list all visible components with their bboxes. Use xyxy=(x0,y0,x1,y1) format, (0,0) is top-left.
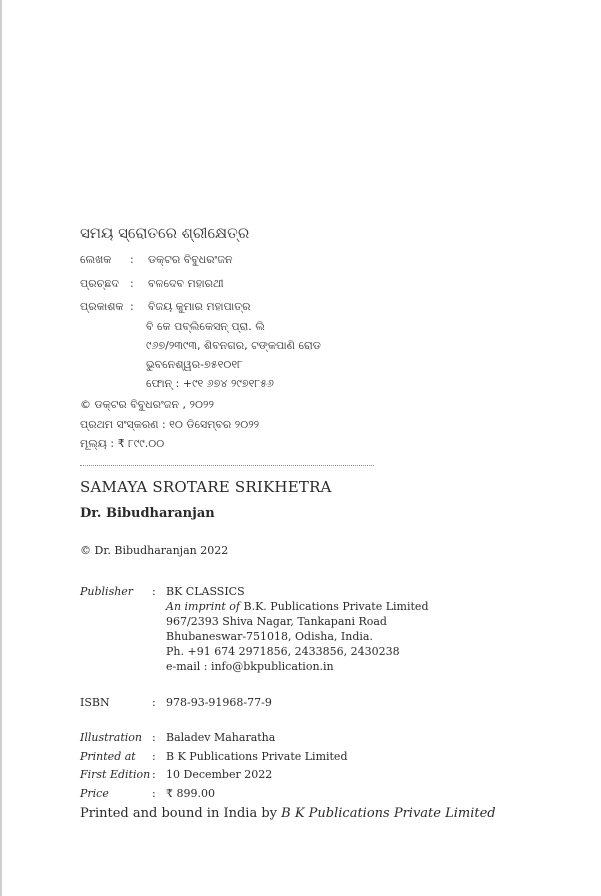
colon: : xyxy=(152,585,156,598)
odia-author-row xyxy=(80,253,233,267)
odia-publisher-line: ଫୋନ୍ : +୯୧ ୬୭୪ ୨୯୭୧୮୫୬ xyxy=(146,377,274,390)
odia-publisher-row xyxy=(80,300,250,314)
odia-cover-row xyxy=(80,277,224,291)
isbn-row xyxy=(80,696,272,710)
colon: : xyxy=(152,696,156,709)
odia-price: ମୂଲ୍ୟ : ₹ ୮୯୯.୦୦ xyxy=(80,437,165,450)
colon: : xyxy=(130,253,134,266)
colon: : xyxy=(152,787,156,800)
colon: : xyxy=(130,277,134,290)
colon: : xyxy=(152,768,156,781)
odia-copyright: © ଡକ୍ଟର ବିବୁଧରଂଜନ , ୨୦୨୨ xyxy=(80,398,214,411)
page-edge-line xyxy=(0,0,2,896)
printed-at-label: Printed at xyxy=(80,750,136,763)
edition-value: 10 December 2022 xyxy=(166,768,273,781)
address-line: Ph. +91 674 2971856, 2433856, 2430238 xyxy=(166,645,400,658)
imprint-line xyxy=(166,600,428,614)
english-author: Dr. Bibudharanjan xyxy=(80,506,215,521)
colon: : xyxy=(152,731,156,744)
odia-author-value: ଡକ୍ଟର ବିବୁଧରଂଜନ xyxy=(148,253,233,266)
odia-publisher-line: ଭୁବନେଶ୍ୱର-୭୫୧୦୧୮ xyxy=(146,358,243,371)
odia-publisher-line: ବିଜୟ କୁମାର ମହାପାତ୍ର xyxy=(148,300,251,313)
odia-edition: ପ୍ରଥମ ସଂସ୍କରଣ : ୧୦ ଡିସେମ୍ବର ୨୦୨୨ xyxy=(80,418,260,431)
price-row xyxy=(80,787,215,801)
printed-bound-prefix: Printed and bound in India by xyxy=(80,806,277,821)
odia-cover-label: ପ୍ରଚ୍ଛଦ xyxy=(80,277,119,290)
colon: : xyxy=(152,750,156,763)
price-value: ₹ 899.00 xyxy=(166,787,215,800)
odia-publisher-line: ବି କେ ପବ୍ଲିକେସନ୍ ପ୍ରା. ଲି xyxy=(146,320,265,333)
dotted-divider xyxy=(80,465,374,466)
odia-publisher-label: ପ୍ରକାଶକ xyxy=(80,300,124,313)
printed-at-row xyxy=(80,750,347,764)
imprint-prefix: An imprint of xyxy=(166,600,240,613)
address-line: Bhubaneswar-751018, Odisha, India. xyxy=(166,630,373,643)
price-label: Price xyxy=(80,787,109,800)
printed-bound-name: B K Publications Private Limited xyxy=(281,806,496,821)
illustration-label: Illustration xyxy=(80,731,142,744)
publisher-label: Publisher xyxy=(80,585,134,598)
edition-row xyxy=(80,768,272,782)
printed-at-value: B K Publications Private Limited xyxy=(166,750,348,763)
odia-cover-value: ବଳଦେବ ମହାରଥୀ xyxy=(148,277,224,290)
odia-author-label: ଲେଖକ xyxy=(80,253,112,266)
edition-label: First Edition xyxy=(80,768,151,781)
english-book-title: SAMAYA SROTARE SRIKHETRA xyxy=(80,478,332,496)
publisher-name: BK CLASSICS xyxy=(166,585,245,598)
email-line: e-mail : info@bkpublication.in xyxy=(166,660,334,673)
odia-publisher-line: ୯୬୭/୨୩୯୩, ଶିବନଗର, ଟଙ୍କପାଣି ରୋଡ xyxy=(146,339,321,352)
publisher-row xyxy=(80,585,245,599)
colon: : xyxy=(130,300,134,313)
imprint-name: B.K. Publications Private Limited xyxy=(243,600,429,613)
isbn-label: ISBN xyxy=(80,696,110,709)
illustration-row xyxy=(80,731,275,745)
isbn-value: 978-93-91968-77-9 xyxy=(166,696,272,709)
illustration-value: Baladev Maharatha xyxy=(166,731,276,744)
odia-book-title: ସମୟ ସ୍ରୋତରେ ଶ୍ରୀକ୍ଷେତ୍ର xyxy=(80,224,250,242)
english-copyright: © Dr. Bibudharanjan 2022 xyxy=(80,544,229,557)
address-line: 967/2393 Shiva Nagar, Tankapani Road xyxy=(166,615,387,628)
printed-and-bound-line xyxy=(80,806,496,821)
